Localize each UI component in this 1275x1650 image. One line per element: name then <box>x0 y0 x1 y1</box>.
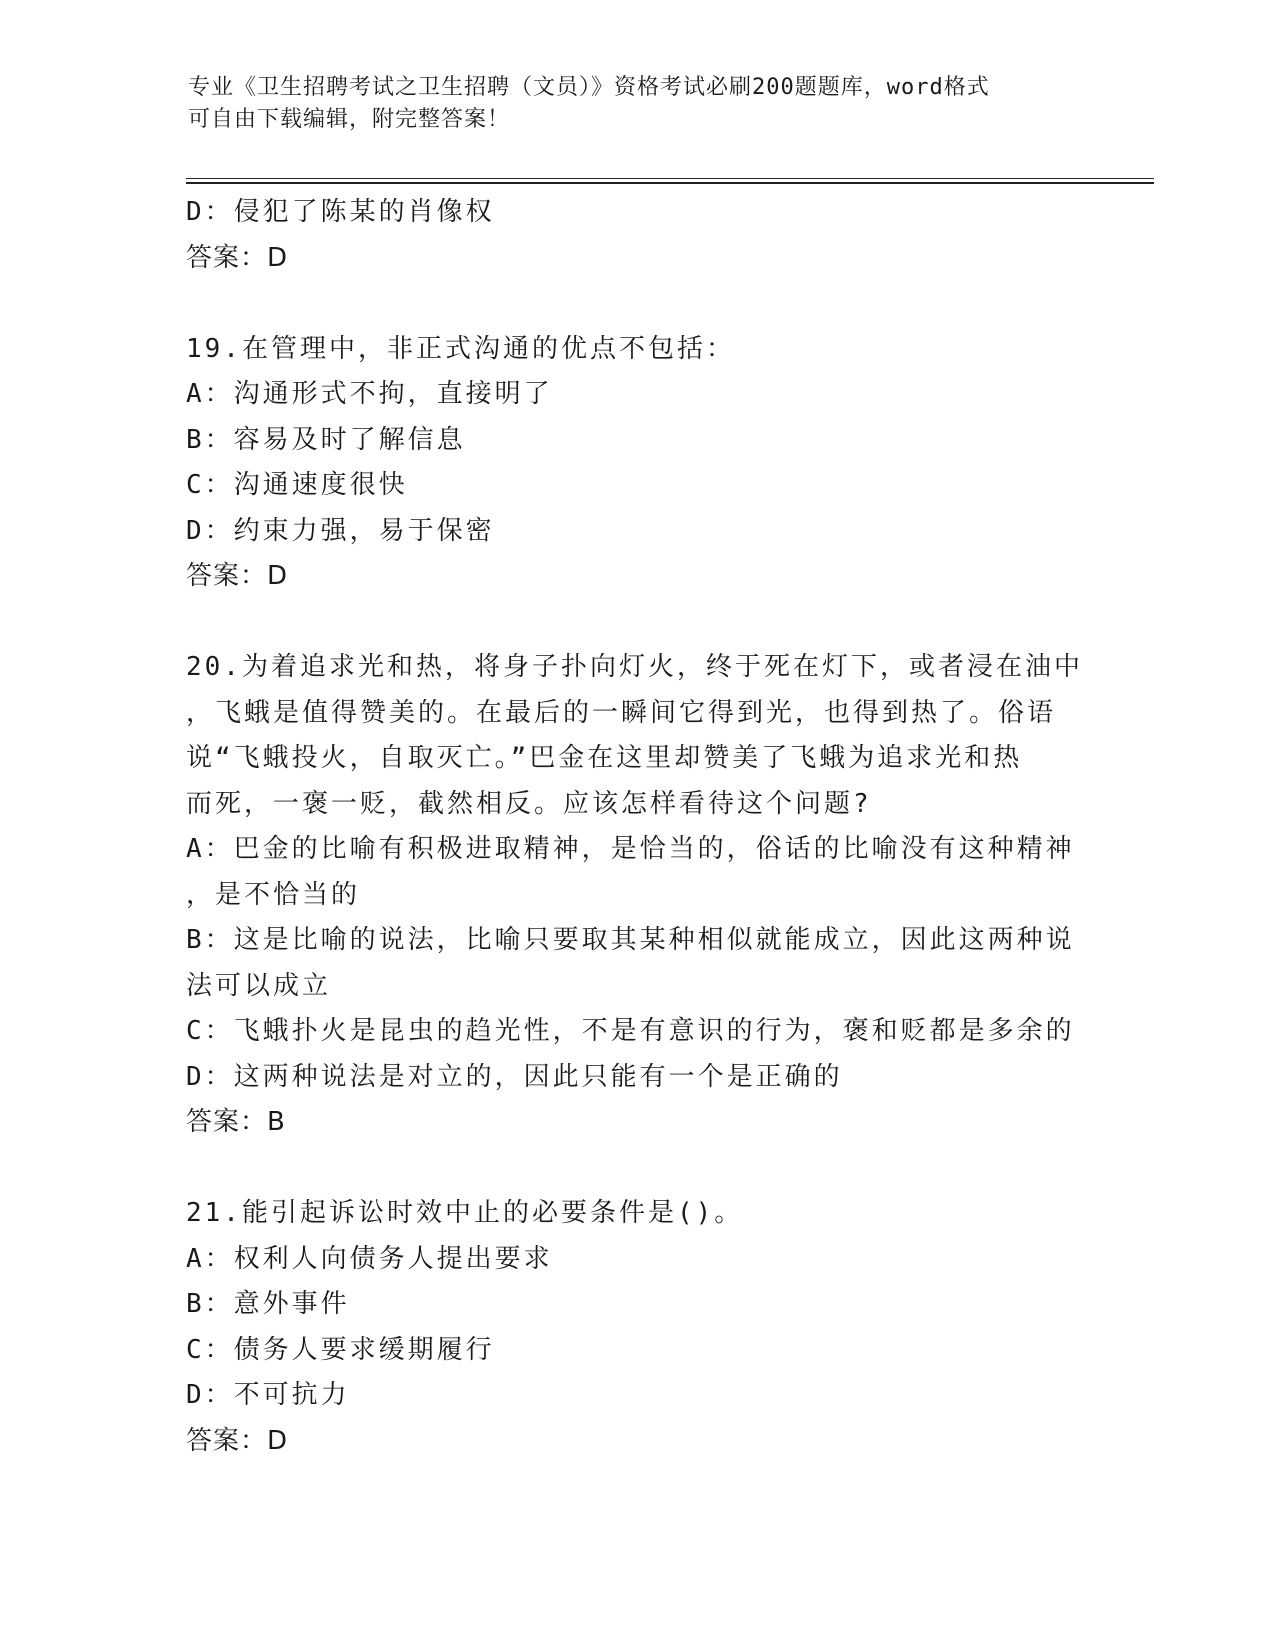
option-a: A：权利人向债务人提出要求 <box>186 1243 553 1274</box>
option-a: A：沟通形式不拘，直接明了 <box>186 379 553 409</box>
option-a-line: A：巴金的比喻有积极进取精神，是恰当的，俗话的比喻没有这种精神 <box>186 834 1075 864</box>
option-c: C：债务人要求缓期履行 <box>186 1334 495 1365</box>
question-text-line: 而死，一褒一贬，截然相反。应该怎样看待这个问题? <box>186 788 872 819</box>
question-text-line: 说“飞蛾投火，自取灭亡。”巴金在这里却赞美了飞蛾为追求光和热 <box>186 743 1023 773</box>
header-rule-thin <box>186 178 1154 179</box>
question-text-line: 20.为着追求光和热，将身子扑向灯火，终于死在灯下，或者浸在油中 <box>186 652 1083 682</box>
question-text: 19.在管理中，非正式沟通的优点不包括： <box>186 333 735 364</box>
option-b-line: B：这是比喻的说法，比喻只要取其某种相似就能成立，因此这两种说 <box>186 925 1075 955</box>
spacer <box>186 281 1086 327</box>
question-18-tail <box>186 190 1086 281</box>
question-21 <box>186 1191 1086 1464</box>
question-19 <box>186 327 1086 600</box>
answer-label: 答案：D <box>186 242 289 273</box>
question-text-line: ，飞蛾是值得赞美的。在最后的一瞬间它得到光，也得到热了。俗语 <box>186 697 1057 728</box>
answer-label: 答案：B <box>186 1107 286 1137</box>
header-rule-thick <box>186 182 1154 184</box>
question-20 <box>186 645 1086 1146</box>
header-line-1: 专业《卫生招聘考试之卫生招聘（文员）》资格考试必刷200题题库，word格式 <box>188 75 990 100</box>
option-b: B：容易及时了解信息 <box>186 424 466 455</box>
option-d: D：这两种说法是对立的，因此只能有一个是正确的 <box>186 1061 843 1092</box>
option-b: B：意外事件 <box>186 1289 350 1319</box>
answer-label: 答案：D <box>186 561 289 591</box>
option-c: C：沟通速度很快 <box>186 470 408 500</box>
answer-label: 答案：D <box>186 1425 289 1456</box>
page-header <box>188 72 1088 136</box>
header-line-2: 可自由下载编辑，附完整答案！ <box>188 107 511 132</box>
option-d: D：约束力强，易于保密 <box>186 515 495 546</box>
option-d: D：不可抗力 <box>186 1380 350 1410</box>
option-a-line: ，是不恰当的 <box>186 879 361 910</box>
spacer <box>186 1146 1086 1192</box>
option-d: D：侵犯了陈某的肖像权 <box>186 197 495 227</box>
question-list <box>186 190 1086 1464</box>
question-text: 21.能引起诉讼时效中止的必要条件是()。 <box>186 1198 744 1228</box>
option-c: C：飞蛾扑火是昆虫的趋光性，不是有意识的行为，褒和贬都是多余的 <box>186 1016 1075 1046</box>
spacer <box>186 600 1086 646</box>
option-b-line: 法可以成立 <box>186 970 332 1001</box>
